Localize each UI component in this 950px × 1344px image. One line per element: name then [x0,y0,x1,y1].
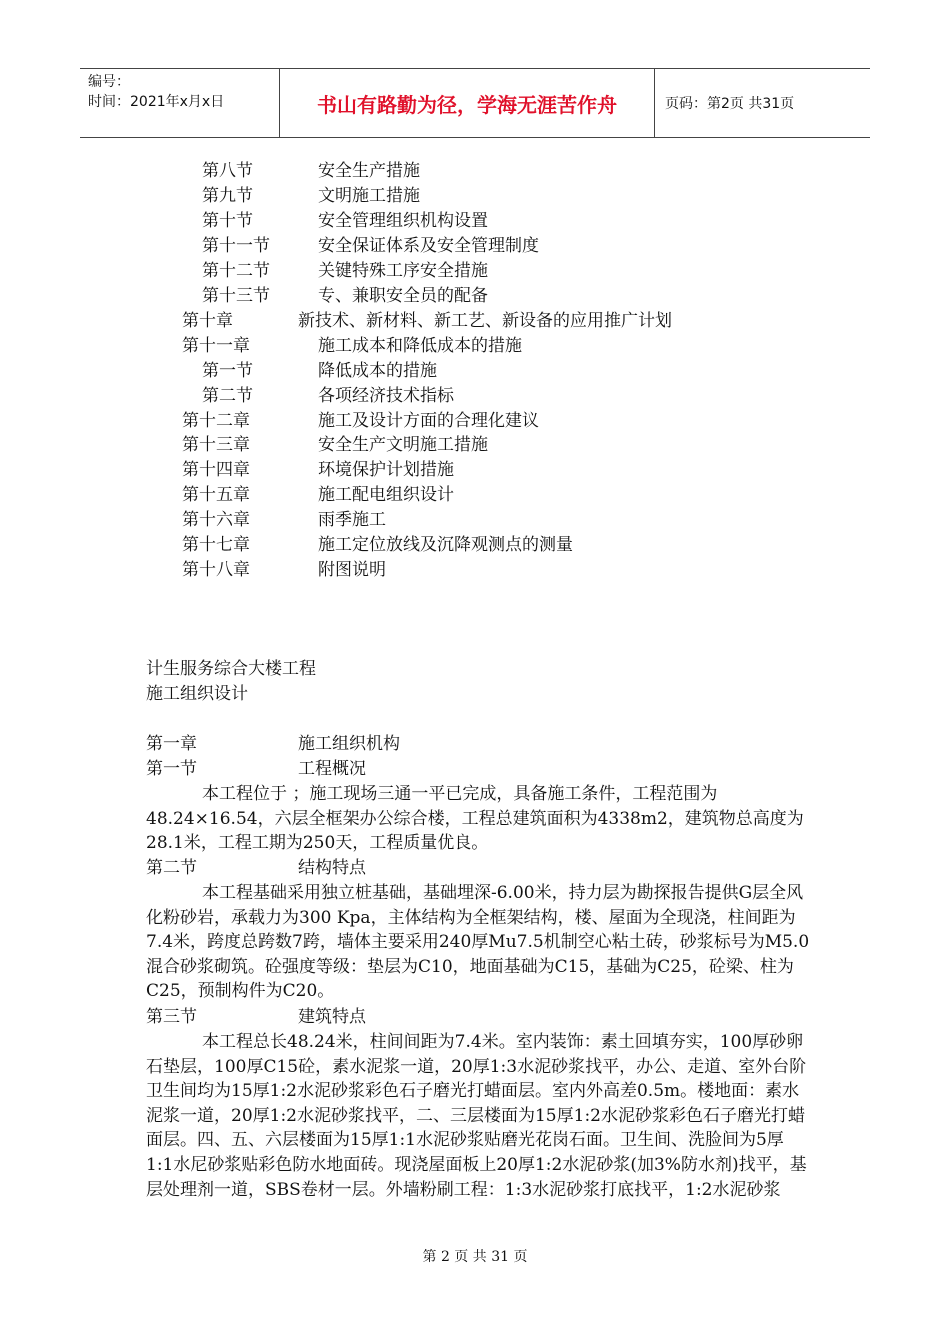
toc-row [0,458,950,483]
toc-row [0,184,950,209]
toc-title: 施工及设计方面的合理化建议 [318,411,539,431]
toc-number: 第九节 [202,186,253,206]
document-title: 施工组织设计 [146,684,248,704]
toc-row [0,384,950,409]
paragraph-text: 本工程基础采用独立桩基础，基础埋深-6.00米，持力层为勘探报告提供G层全风化粉砂岩，承载力为300 Kpa，主体结构为全框架结构，楼、屋面为全现浇，柱间距为7.4米，跨度总跨数7跨，墙体主要采用240厚Mu7.5机制空心粘土砖，砂浆标号为M5.0混合砂浆砌筑。砼强度等级：垫层为C10，地面基础为C15，基础为C25，砼梁、柱为C25，预制构件为C20。 [146,883,810,1002]
toc-title: 关键特殊工序安全措施 [318,261,488,281]
toc-number: 第十八章 [182,560,250,580]
header-motto: 书山有路勤为径，学海无涯苦作舟 [280,69,655,137]
toc-row [0,334,950,359]
toc-number: 第十五章 [182,485,250,505]
toc-title: 降低成本的措施 [318,361,437,381]
section-paragraph [146,782,810,856]
section-number: 第一节 [146,759,197,779]
toc-number: 第十一节 [202,236,270,256]
toc-row [0,508,950,533]
time-label: 时间：2021年x月x日 [88,94,225,110]
page-footer: 第 2 页 共 31 页 [422,1249,528,1265]
toc-number: 第十节 [202,211,253,231]
toc-number: 第十三节 [202,286,270,306]
chapter-heading [0,732,950,757]
toc-title: 安全生产文明施工措施 [318,435,488,455]
toc-number: 第一节 [202,361,253,381]
section-paragraph [146,1030,810,1202]
toc-title: 安全管理组织机构设置 [318,211,488,231]
toc-row [0,309,950,334]
toc-row [0,533,950,558]
toc-title: 雨季施工 [318,510,386,530]
toc-row [0,259,950,284]
toc-title: 施工定位放线及沉降观测点的测量 [318,535,573,555]
toc-title: 各项经济技术指标 [318,386,454,406]
page-header [80,68,870,138]
chapter-number: 第一章 [146,734,197,754]
paragraph-text: 本工程位于 ；施工现场三通一平已完成，具备施工条件，工程范围为48.24×16.54，六层全框架办公综合楼，工程总建筑面积为4338m2，建筑物总高度为28.1米，工程工期为250天，工程质量优良。 [146,784,804,854]
section-paragraph [146,881,810,1004]
toc-title: 安全生产措施 [318,161,420,181]
toc-number: 第八节 [202,161,253,181]
toc-number: 第十七章 [182,535,250,555]
toc-title: 专、兼职安全员的配备 [318,286,488,306]
section-heading [0,856,950,881]
toc-row [0,433,950,458]
toc-title: 施工配电组织设计 [318,485,454,505]
number-label: 编号： [88,74,130,90]
toc-title: 施工成本和降低成本的措施 [318,336,522,356]
toc-row [0,359,950,384]
chapter-title: 施工组织机构 [298,734,400,754]
toc-number: 第二节 [202,386,253,406]
section-title: 工程概况 [298,759,366,779]
toc-number: 第十六章 [182,510,250,530]
section-title: 建筑特点 [298,1007,366,1027]
paragraph-text: 本工程总长48.24米，柱间间距为7.4米。室内装饰：素土回填夯实，100厚砂卵石垫层，100厚C15砼，素水泥浆一道，20厚1:3水泥砂浆找平，办公、走道、室外台阶卫生间均为15厚1:2水泥砂浆彩色石子磨光打蜡面层。室内外高差0.5m。楼地面：素水泥浆一道，20厚1:2水泥砂浆找平，二、三层楼面为15厚1:2水泥砂浆彩色石子磨光打蜡面层。四、五、六层楼面为15厚1:1水泥砂浆贴磨光花岗石面。卫生间、洗脸间为5厚1:1水尼砂浆贴彩色防水地面砖。现浇屋面板上20厚1:2水泥砂浆(加3%防水剂)找平，基层处理剂一道，SBS卷材一层。外墙粉刷工程：1:3水泥砂浆打底找平，1:2水泥砂浆 [146,1032,807,1200]
toc-number: 第十一章 [182,336,250,356]
header-page-info: 页码：第2页 共31页 [665,96,795,112]
toc-number: 第十章 [182,311,233,331]
toc-row [0,284,950,309]
toc-title: 新技术、新材料、新工艺、新设备的应用推广计划 [298,311,672,331]
toc-title: 附图说明 [318,560,386,580]
toc-row [0,234,950,259]
toc-row [0,483,950,508]
header-meta [80,69,280,137]
toc-title: 文明施工措施 [318,186,420,206]
section-number: 第二节 [146,858,197,878]
section-number: 第三节 [146,1007,197,1027]
toc-title: 安全保证体系及安全管理制度 [318,236,539,256]
toc-number: 第十二节 [202,261,270,281]
toc-row [0,409,950,434]
toc-number: 第十二章 [182,411,250,431]
section-title: 结构特点 [298,858,366,878]
section-heading [0,1005,950,1030]
toc-row [0,159,950,184]
toc-row [0,209,950,234]
section-heading [0,757,950,782]
toc-number: 第十四章 [182,460,250,480]
toc-row [0,558,950,583]
toc-number: 第十三章 [182,435,250,455]
toc-title: 环境保护计划措施 [318,460,454,480]
project-title: 计生服务综合大楼工程 [146,659,316,679]
